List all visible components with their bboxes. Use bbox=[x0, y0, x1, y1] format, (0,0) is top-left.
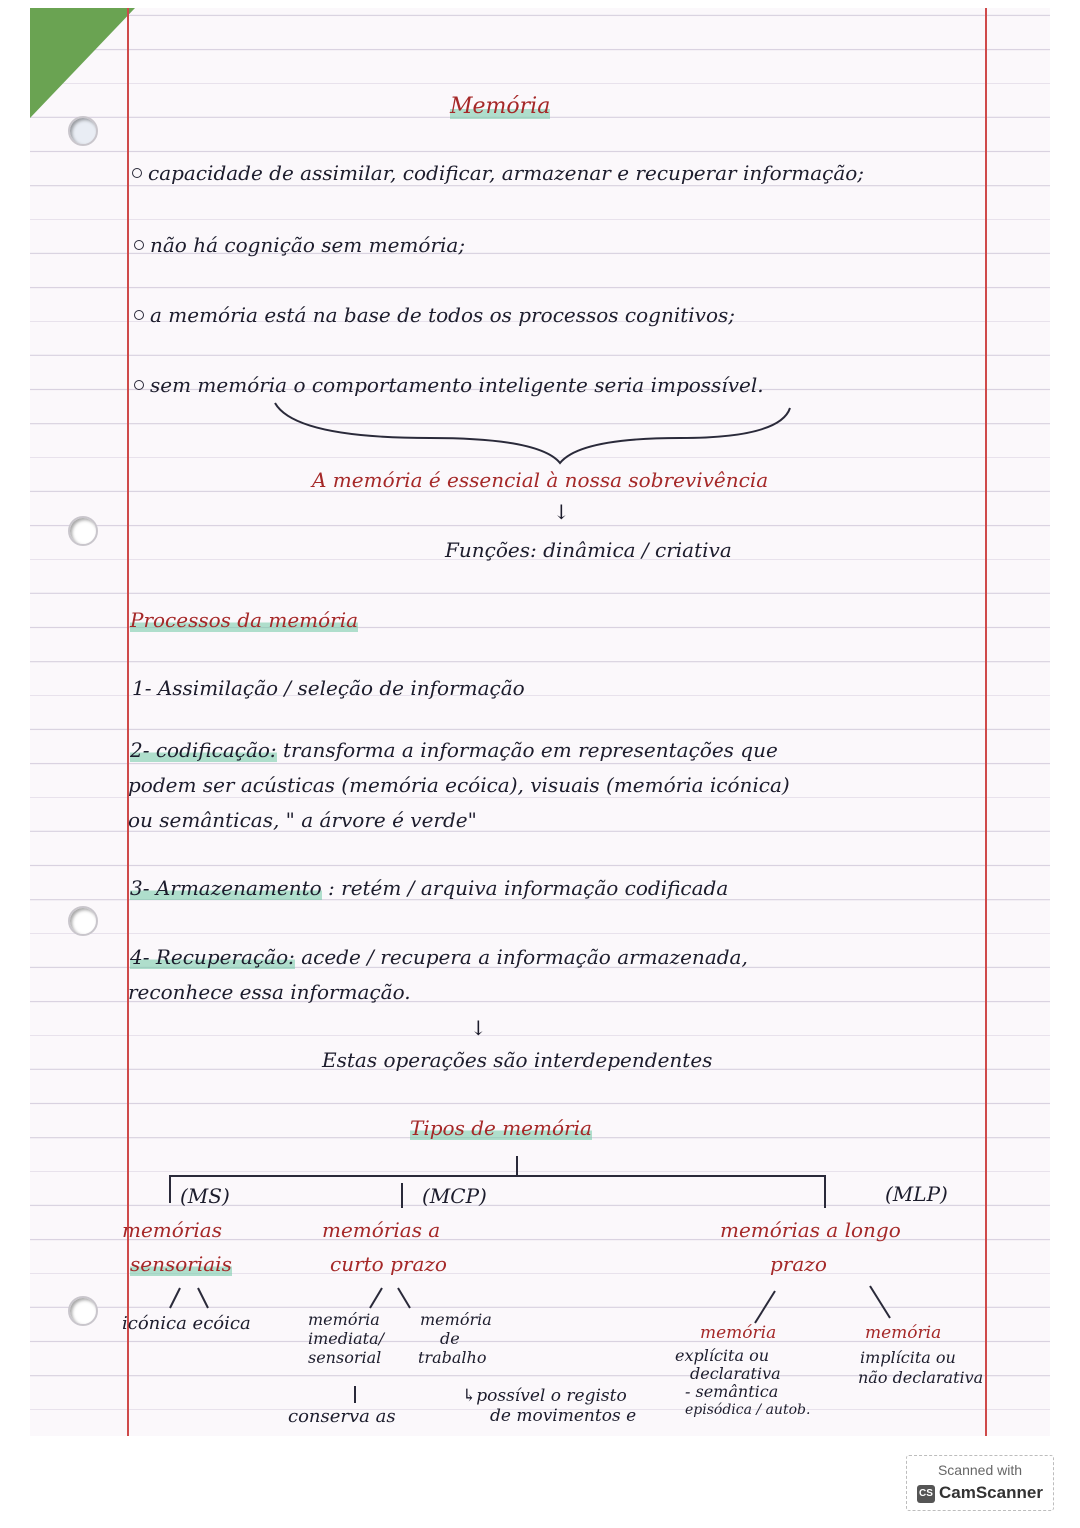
camscanner-badge bbox=[906, 1455, 1054, 1511]
process-2-term: 2- codificação: bbox=[130, 738, 277, 762]
mcp-note: conserva as bbox=[288, 1406, 396, 1427]
conclusion-text: A memória é essencial à nossa sobrevivência bbox=[312, 468, 769, 492]
bullet-1: capacidade de assimilar, codificar, armazenar e recuperar informação; bbox=[148, 161, 865, 185]
bottom-note-2: de movimentos e bbox=[490, 1406, 637, 1426]
mlp-explicit-5: episódica / autob. bbox=[685, 1402, 811, 1418]
mlp-name-1: memórias a longo bbox=[720, 1218, 901, 1242]
ms-abbr: (MS) bbox=[180, 1184, 230, 1208]
process-1: 1- Assimilação / seleção de informação bbox=[132, 676, 525, 700]
bullet-4: sem memória o comportamento inteligente seria impossível. bbox=[150, 373, 764, 397]
ms-branches bbox=[170, 1288, 208, 1308]
mcp-sub-right-1: memória bbox=[420, 1310, 492, 1329]
mlp-implicit-2: implícita ou bbox=[860, 1348, 956, 1367]
notebook-page bbox=[30, 8, 1050, 1436]
arrow-down-icon: ↓ bbox=[470, 1016, 487, 1040]
bottom-note-1: ↳possível o registo bbox=[462, 1386, 627, 1406]
mlp-branches bbox=[755, 1286, 890, 1323]
process-2-line3: ou semânticas, " a árvore é verde" bbox=[128, 808, 477, 832]
mlp-implicit-1: memória bbox=[865, 1323, 942, 1343]
mlp-name-2: prazo bbox=[770, 1252, 827, 1276]
mcp-sub-left-2: imediata/ bbox=[308, 1329, 385, 1348]
process-2-label bbox=[130, 738, 778, 762]
ms-name-1: memórias bbox=[122, 1218, 222, 1242]
process-2-line1: transforma a informação em representações que bbox=[283, 738, 778, 762]
mlp-explicit-2: explícita ou bbox=[675, 1346, 770, 1365]
types-heading: Tipos de memória bbox=[410, 1116, 592, 1140]
functions-text: Funções: dinâmica / criativa bbox=[445, 538, 732, 562]
mlp-explicit-1: memória bbox=[700, 1323, 777, 1343]
mcp-abbr: (MCP) bbox=[422, 1184, 487, 1208]
ms-subtypes: icónica ecóica bbox=[122, 1313, 251, 1334]
mcp-sub-left-1: memória bbox=[308, 1310, 380, 1329]
arrow-down-icon: ↓ bbox=[553, 500, 570, 524]
bullet-marker bbox=[134, 310, 144, 320]
process-4-line2: reconhece essa informação. bbox=[128, 980, 411, 1004]
mcp-name-2: curto prazo bbox=[330, 1252, 447, 1276]
brace-line bbox=[275, 403, 790, 463]
bullet-marker bbox=[134, 240, 144, 250]
interdependence-text: Estas operações são interdependentes bbox=[322, 1048, 713, 1072]
mcp-sub-right-2: de bbox=[440, 1329, 460, 1348]
mlp-implicit-3: não declarativa bbox=[858, 1368, 984, 1387]
mlp-explicit-4: - semântica bbox=[685, 1382, 779, 1401]
process-4-line1: acede / recupera a informação armazenada, bbox=[301, 945, 748, 969]
scanned-with-text: Scanned with bbox=[937, 1462, 1023, 1478]
mcp-branches bbox=[370, 1288, 410, 1308]
ms-name-2: sensoriais bbox=[130, 1252, 232, 1276]
page-title: Memória bbox=[450, 94, 551, 119]
types-bracket bbox=[170, 1176, 825, 1208]
process-3-term: 3- Armazenamento bbox=[130, 876, 322, 900]
bullet-3: a memória está na base de todos os processos cognitivos; bbox=[150, 303, 736, 327]
mlp-abbr: (MLP) bbox=[885, 1182, 948, 1206]
camscanner-logo-icon: CS bbox=[917, 1485, 935, 1503]
process-3-text: : retém / arquiva informação codificada bbox=[328, 876, 729, 900]
bullet-marker bbox=[134, 380, 144, 390]
mcp-sub-right-3: trabalho bbox=[418, 1348, 487, 1367]
process-4-term: 4- Recuperação: bbox=[130, 945, 295, 969]
process-2-line2: podem ser acústicas (memória ecóica), visuais (memória icónica) bbox=[128, 773, 790, 797]
bullet-2: não há cognição sem memória; bbox=[150, 233, 466, 257]
processes-heading: Processos da memória bbox=[130, 608, 359, 632]
process-4 bbox=[130, 945, 748, 969]
bullet-marker bbox=[132, 168, 142, 178]
mcp-sub-left-3: sensorial bbox=[308, 1348, 382, 1367]
process-3 bbox=[130, 876, 728, 900]
mlp-explicit-3: declarativa bbox=[690, 1364, 781, 1383]
mcp-name-1: memórias a bbox=[322, 1218, 441, 1242]
camscanner-name: CamScanner bbox=[939, 1483, 1043, 1502]
